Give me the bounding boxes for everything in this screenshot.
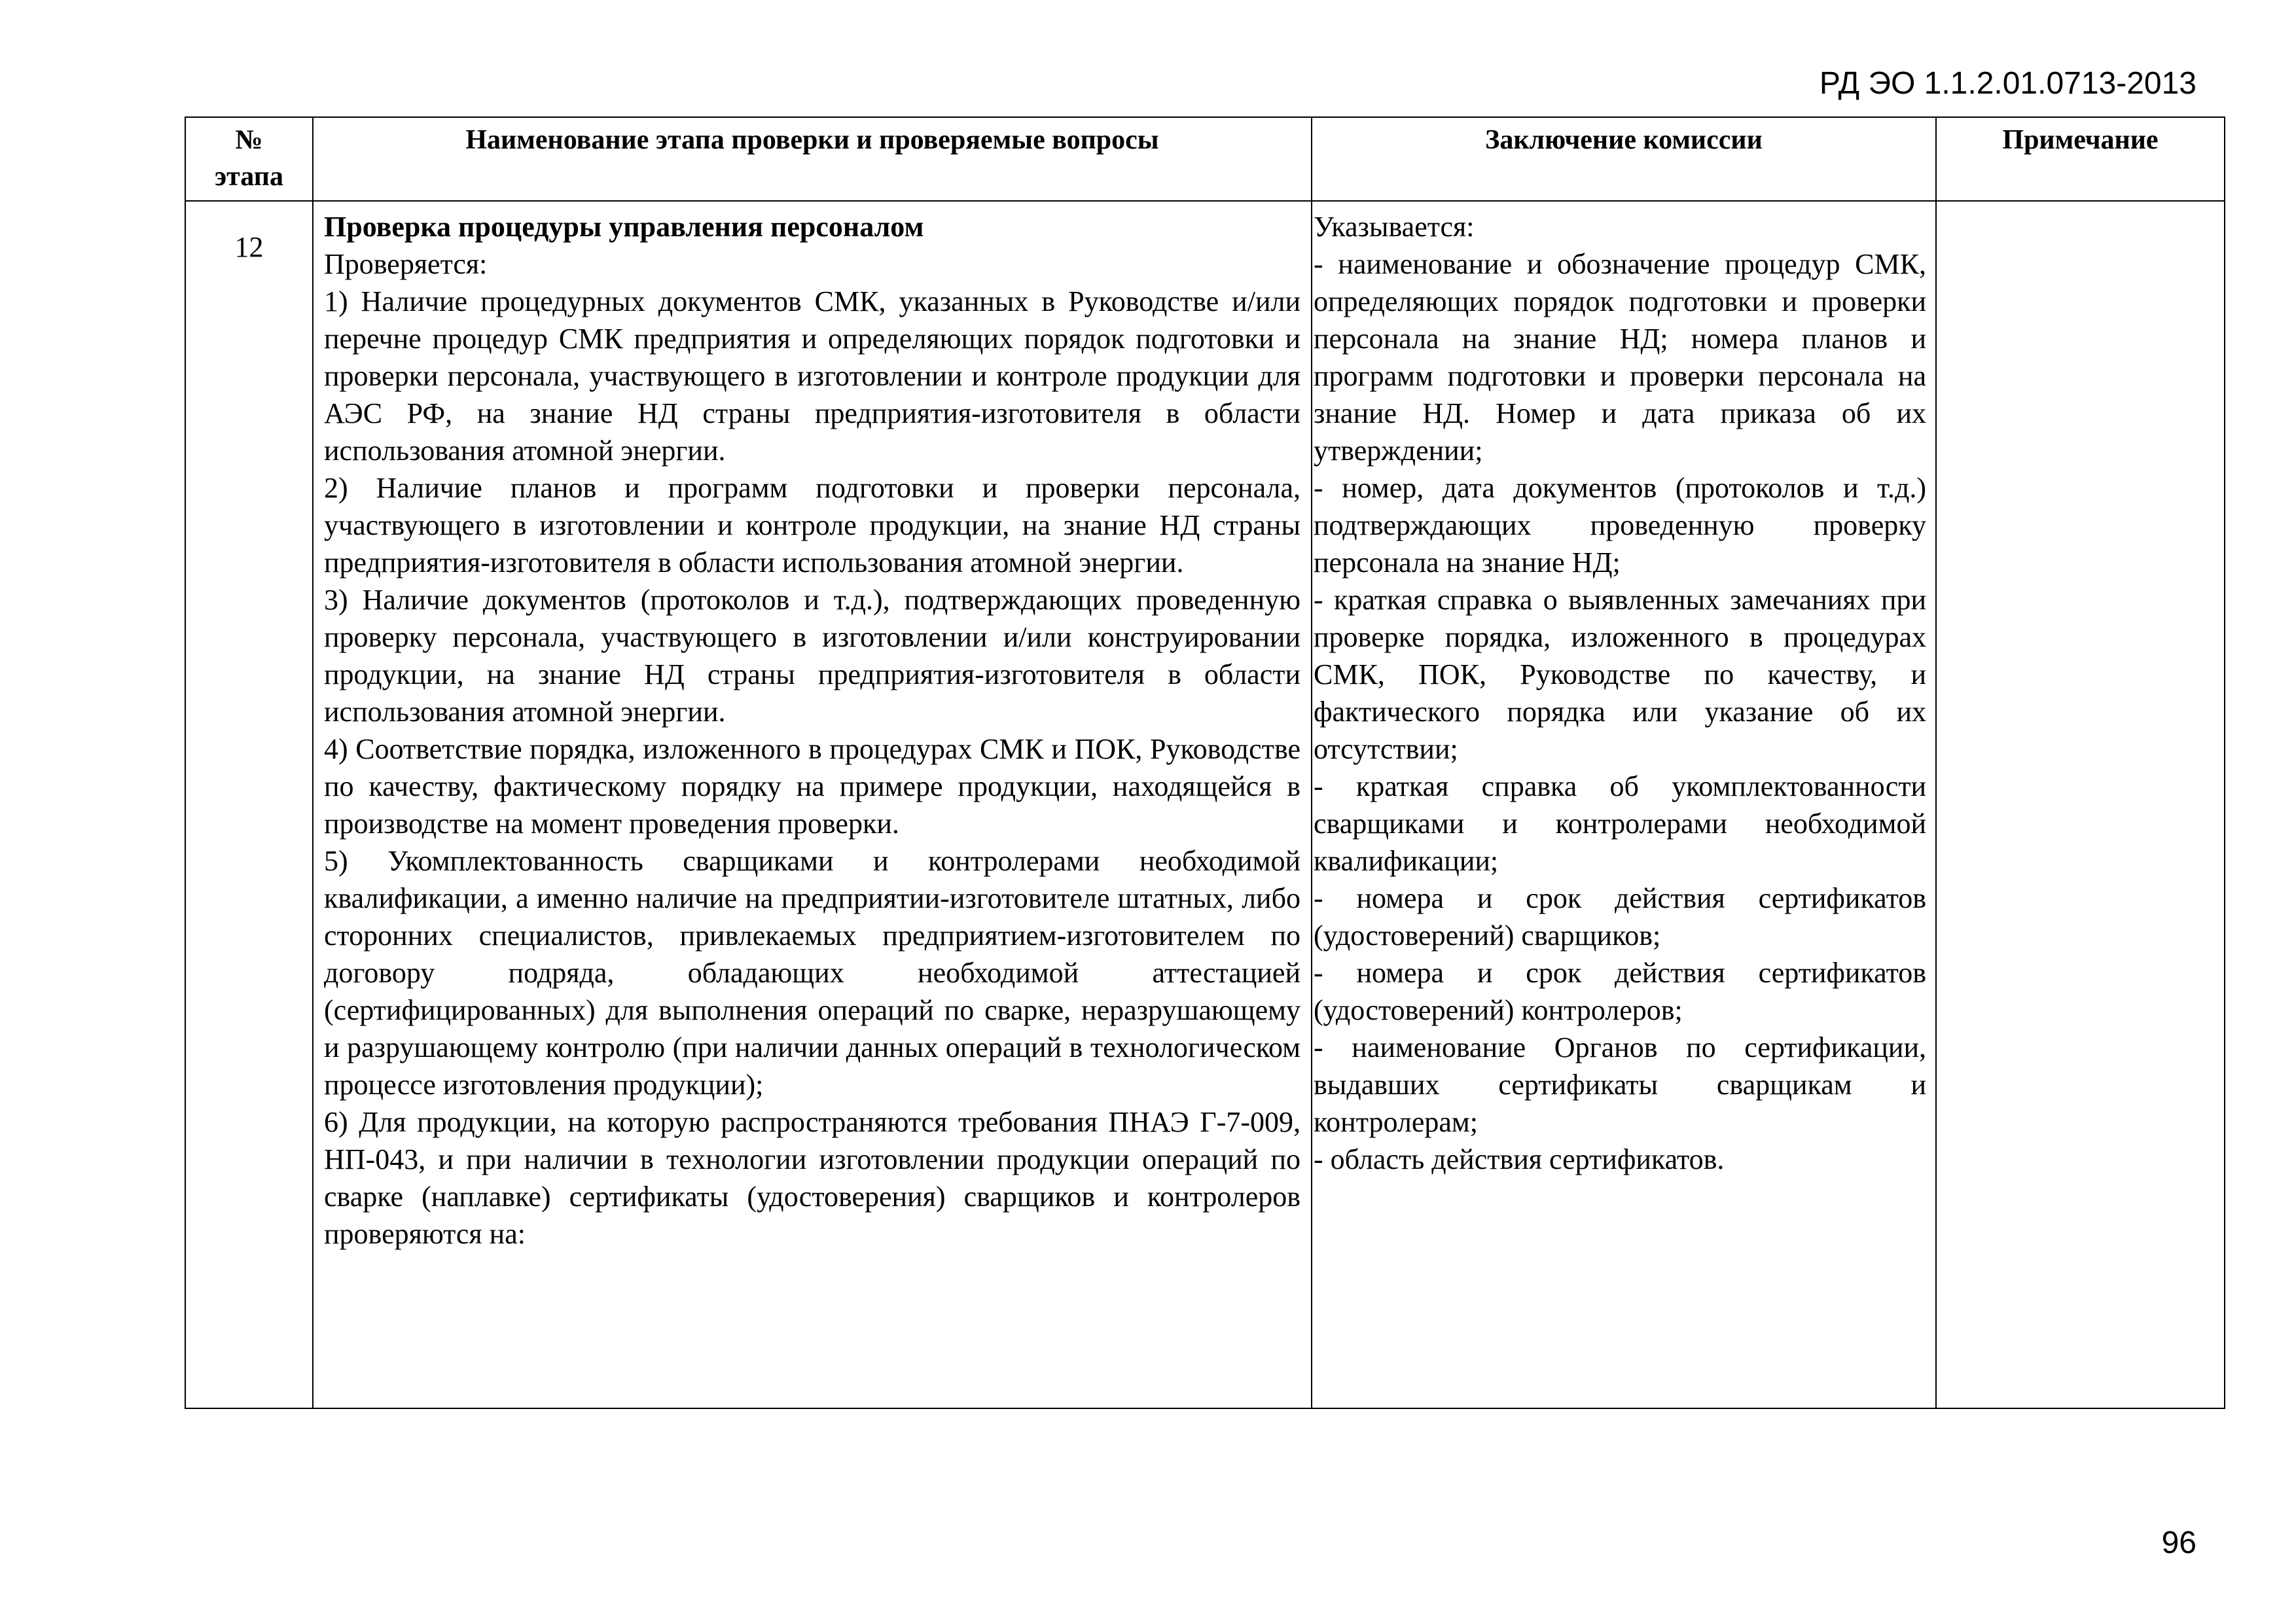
table-row	[185, 201, 2225, 1408]
conclusion-item-2: - номер, дата документов (протоколов и т.д.) подтверждающих проведенную проверку персонала на знание НД;	[1314, 472, 1926, 579]
page-number: 96	[2161, 1525, 2197, 1560]
column-header-conclusion: Заключение комиссии	[1312, 117, 1936, 201]
column-header-stage-name: Наименование этапа проверки и проверяемые вопросы	[313, 117, 1312, 201]
column-header-num-word: этапа	[215, 162, 283, 192]
check-item-1: 1) Наличие процедурных документов СМК, указанных в Руководстве и/или перечне процедур СМК предприятия и определяющих порядок подготовки и проверки персонала, участвующего в изготовлении и контроле продукции для АЭС РФ, на знание НД страны предприятия-изготовителя в области использования атомной энергии.	[324, 285, 1300, 467]
conclusion-cell	[1312, 201, 1936, 1408]
conclusion-item-1: - наименование и обозначение процедур СМК, определяющих порядок подготовки и проверки персонала на знание НД; номера планов и программ подготовки и проверки персонала на знание НД. Номер и дата приказа об их утверждении;	[1314, 248, 1926, 467]
conclusion-item-7: - наименование Органов по сертификации, выдавших сертификаты сварщикам и контролерам;	[1314, 1031, 1926, 1138]
stage-content-cell	[313, 201, 1312, 1408]
check-item-2: 2) Наличие планов и программ подготовки и проверки персонала, участвующего в изготовлении и контроле продукции, на знание НД страны предприятия-изготовителя в области использования атомной энергии.	[324, 472, 1300, 579]
document-code: РД ЭО 1.1.2.01.0713-2013	[1819, 66, 2197, 101]
inspection-table	[185, 116, 2225, 1409]
stage-intro: Проверяется:	[324, 248, 488, 280]
stage-number: 12	[234, 231, 264, 263]
column-header-stage-number	[185, 117, 313, 201]
conclusion-item-5: - номера и срок действия сертификатов (удостоверений) сварщиков;	[1314, 882, 1926, 952]
column-header-num-symbol: №	[235, 125, 263, 155]
conclusion-item-3: - краткая справка о выявленных замечаниях при проверке порядка, изложенного в процедурах СМК, ПОК, Руководстве по качеству, и фактического порядка или указание об их отсутствии;	[1314, 584, 1926, 765]
column-header-note: Примечание	[1936, 117, 2225, 201]
conclusion-item-4: - краткая справка об укомплектованности сварщиками и контролерами необходимой квалификации;	[1314, 770, 1926, 877]
note-cell	[1936, 201, 2225, 1408]
conclusion-item-8: - область действия сертификатов.	[1314, 1143, 1725, 1175]
stage-number-cell	[185, 201, 313, 1408]
check-item-4: 4) Соответствие порядка, изложенного в процедурах СМК и ПОК, Руководстве по качеству, фактическому порядку на примере продукции, находящейся в производстве на момент проведения проверки.	[324, 733, 1300, 840]
table-header-row	[185, 117, 2225, 201]
conclusion-intro: Указывается:	[1314, 211, 1475, 243]
check-item-5: 5) Укомплектованность сварщиками и контролерами необходимой квалификации, а именно наличие на предприятии-изготовителе штатных, либо сторонних специалистов, привлекаемых предприятием-изготовителем по договору подряда, обладающих необходимой аттестацией (сертифицированных) для выполнения операций по сварке, неразрушающему и разрушающему контролю (при наличии данных операций в технологическом процессе изготовления продукции);	[324, 845, 1300, 1101]
conclusion-item-6: - номера и срок действия сертификатов (удостоверений) контролеров;	[1314, 957, 1926, 1026]
check-item-3: 3) Наличие документов (протоколов и т.д.), подтверждающих проведенную проверку персонала, участвующего в изготовлении и/или конструировании продукции, на знание НД страны предприятия-изготовителя в области использования атомной энергии.	[324, 584, 1300, 728]
stage-title: Проверка процедуры управления персоналом	[324, 211, 924, 243]
check-item-6: 6) Для продукции, на которую распространяются требования ПНАЭ Г-7-009, НП-043, и при наличии в технологии изготовлении продукции операций по сварке (наплавке) сертификаты (удостоверения) сварщиков и контролеров проверяются на:	[324, 1106, 1300, 1250]
